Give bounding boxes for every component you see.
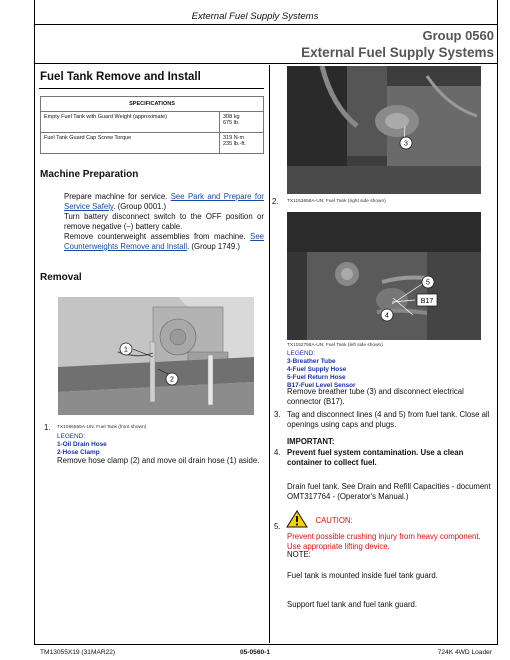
fuel-tank-front-illustration: [58, 297, 254, 415]
header-bottom-rule: [34, 63, 498, 64]
figure-caption: TX1086555A-UN: Fuel Tank (front shown): [57, 425, 147, 430]
note-label: NOTE:: [287, 550, 311, 559]
fuel-tank-right-photo: [287, 66, 481, 194]
fuel-tank-left-photo: [287, 212, 481, 340]
callout-4: 4: [385, 312, 389, 320]
callout-5: 5: [426, 279, 430, 287]
important-label: IMPORTANT:: [287, 437, 335, 446]
park-and-prepare-link[interactable]: See Park and Prepare for Service Safely: [64, 192, 265, 211]
warning-triangle-icon: [286, 510, 308, 528]
page-frame-left: [34, 0, 35, 645]
figure-caption: TX1152758A-UN: Fuel Tank (left side shown): [287, 343, 383, 348]
figure-caption: TX1153658A-UN: Fuel Tank (right side shown): [287, 199, 386, 204]
section-title: Fuel Tank Remove and Install: [40, 71, 201, 83]
footer-page-number: 05-0560-1: [239, 649, 271, 656]
spec-value-imperial: 675 lb.: [223, 120, 240, 126]
step2-text: Remove breather tube (3) and disconnect electrical connector (B17).: [287, 387, 464, 406]
figure-fuel-tank-front: [58, 297, 254, 415]
callout-2: 2: [170, 376, 174, 384]
spec-value: [220, 112, 264, 133]
group-title: External Fuel Supply Systems: [301, 45, 494, 60]
important-text: Prevent fuel system contamination. Use a clean container to collect fuel.: [287, 448, 464, 467]
counterweight-text: Remove counterweight assemblies from machine.: [64, 232, 246, 241]
legend-item: 3-Breather Tube: [287, 358, 336, 365]
removal-heading: Removal: [40, 272, 82, 283]
support-text: Support fuel tank and fuel tank guard.: [287, 600, 418, 609]
legend-item: 5-Fuel Return Hose: [287, 374, 346, 381]
spec-label: Empty Fuel Tank with Guard Weight (approximate): [41, 112, 220, 133]
machine-prep-heading: Machine Preparation: [40, 169, 139, 180]
legend-item: 4-Fuel Supply Hose: [287, 366, 347, 373]
header-rule: [34, 24, 498, 25]
figure-fuel-tank-right: [287, 66, 481, 194]
spec-label: Fuel Tank Guard Cap Screw Torque: [41, 133, 220, 154]
specifications-table: [40, 96, 264, 154]
counterweights-link[interactable]: See Counterweights Remove and Install: [64, 232, 264, 251]
callout-b17: B17: [420, 298, 434, 305]
step-number: 5.: [274, 522, 281, 531]
step1-text: Remove hose clamp (2) and move oil drain hose (1) aside.: [57, 456, 260, 465]
drain-text: Drain fuel tank. See Drain and Refill Capacities - document OMT317764 - (Operator's Manual.): [287, 482, 491, 501]
step-number: 1.: [44, 423, 51, 432]
machine-prep-body: [64, 192, 264, 252]
group-number: Group 0560: [422, 28, 494, 43]
legend-fig3: [287, 350, 356, 390]
callout-3: 3: [404, 140, 408, 148]
battery-disconnect-text: Turn battery disconnect switch to the OFF position or remove negative (–) battery cable.: [64, 212, 264, 231]
legend-item: 2-Hose Clamp: [57, 449, 100, 456]
counterweight-paragraph: [64, 232, 264, 252]
prep-text-tail: . (Group 0001.): [113, 202, 167, 211]
column-divider: [269, 65, 270, 643]
step-number: 2.: [272, 197, 279, 206]
legend-item: 1-Oil Drain Hose: [57, 441, 107, 448]
spec-value-metric: 308 kg: [223, 114, 240, 120]
figure-fuel-tank-left: [287, 212, 481, 340]
caution-label: CAUTION:: [315, 516, 353, 525]
spec-value-imperial: 235 lb.-ft.: [223, 141, 246, 147]
legend-title: LEGEND:: [287, 350, 316, 357]
caution-block: [286, 510, 353, 528]
footer-model: 724K 4WD Loader: [437, 649, 492, 656]
note-text: Fuel tank is mounted inside fuel tank guard.: [287, 571, 438, 580]
spec-value-metric: 319 N·m: [223, 135, 245, 141]
caution-text: Prevent possible crushing injury from heavy component. Use appropriate lifting device.: [287, 532, 481, 551]
step3-text: Tag and disconnect lines (4 and 5) from fuel tank. Close all openings using caps and plugs.: [287, 410, 490, 429]
counterweight-text-tail: . (Group 1749.): [187, 242, 240, 251]
footer-rule: [34, 644, 498, 645]
step-number: 4.: [274, 448, 281, 457]
page-frame-right: [497, 0, 498, 645]
section-title-rule: [39, 88, 264, 89]
legend-item: B17-Fuel Level Sensor: [287, 382, 356, 389]
footer-doc-id: TM13055X19 (31MAR22): [40, 649, 116, 656]
legend-fig1: [57, 433, 107, 457]
callout-1: 1: [124, 346, 128, 354]
step-number: 3.: [274, 410, 281, 419]
running-title: External Fuel Supply Systems: [191, 11, 319, 22]
spec-value: [220, 133, 264, 154]
prep-text: Prepare machine for service.: [64, 192, 168, 201]
legend-title: LEGEND:: [57, 433, 86, 440]
specifications-heading: SPECIFICATIONS: [41, 97, 264, 112]
